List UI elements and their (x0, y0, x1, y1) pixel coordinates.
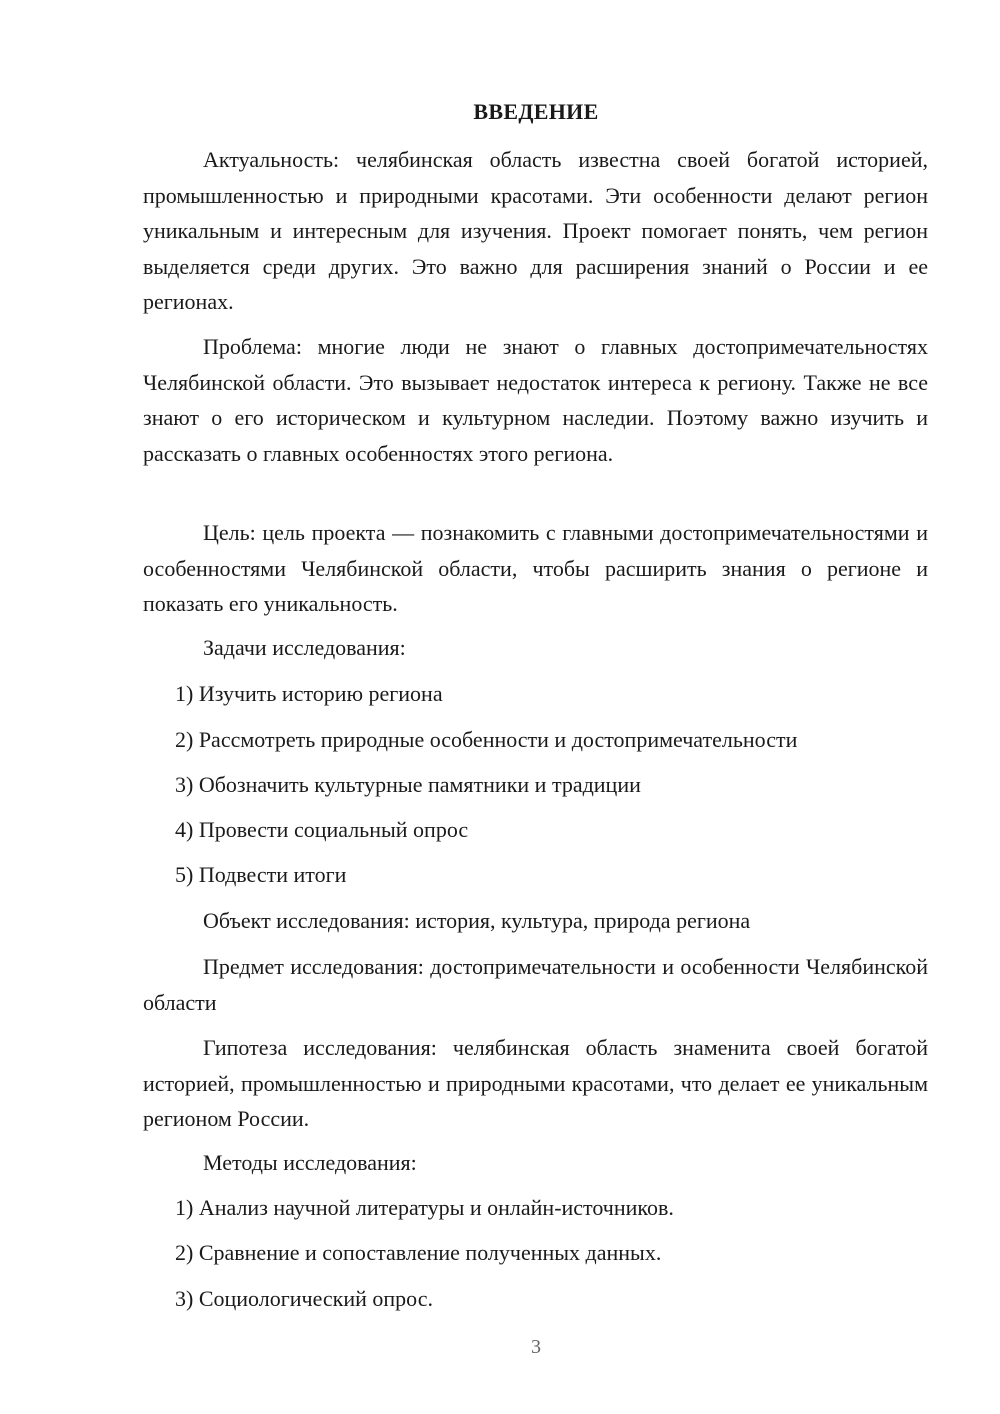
goal-paragraph: Цель: цель проекта — познакомить с главными достопримечательностями и особенностями Челябинской области, чтобы расширить знания о регионе и показать его уникальность. (143, 520, 928, 616)
object-paragraph: Объект исследования: история, культура, природа региона (203, 908, 751, 933)
problem-paragraph: Проблема: многие люди не знают о главных достопримечательностях Челябинской области. Это вызывает недостаток интереса к региону. Также не все знают о его историческом и культурном наследии. Поэтому важно изучить и рассказать о главных особенностях этого региона. (143, 334, 928, 466)
section-heading: ВВЕДЕНИЕ (473, 99, 599, 124)
relevance-paragraph: Актуальность: челябинская область известна своей богатой историей, промышленностью и природными красотами. Эти особенности делают регион уникальным и интересным для изучения. Проект помогает понять, чем регион выделяется среди других. Это важно для расширения знаний о России и ее регионах. (143, 147, 928, 314)
list-item: 3) Обозначить культурные памятники и традиции (175, 772, 641, 797)
methods-title: Методы исследования: (203, 1150, 417, 1175)
list-item: 4) Провести социальный опрос (175, 817, 469, 842)
list-item: 3) Социологический опрос. (175, 1286, 433, 1311)
tasks-title: Задачи исследования: (203, 635, 406, 660)
list-item: 5) Подвести итоги (175, 862, 347, 887)
list-item: 2) Сравнение и сопоставление полученных данных. (175, 1240, 662, 1265)
hypothesis-paragraph: Гипотеза исследования: челябинская область знаменита своей богатой историей, промышленностью и природными красотами, что делает ее уникальным регионом России. (143, 1035, 928, 1131)
page-number: 3 (531, 1336, 541, 1358)
subject-paragraph: Предмет исследования: достопримечательности и особенности Челябинской области (143, 954, 928, 1015)
list-item: 1) Анализ научной литературы и онлайн-источников. (175, 1195, 674, 1220)
list-item: 2) Рассмотреть природные особенности и достопримечательности (175, 727, 798, 752)
list-item: 1) Изучить историю региона (175, 681, 443, 706)
